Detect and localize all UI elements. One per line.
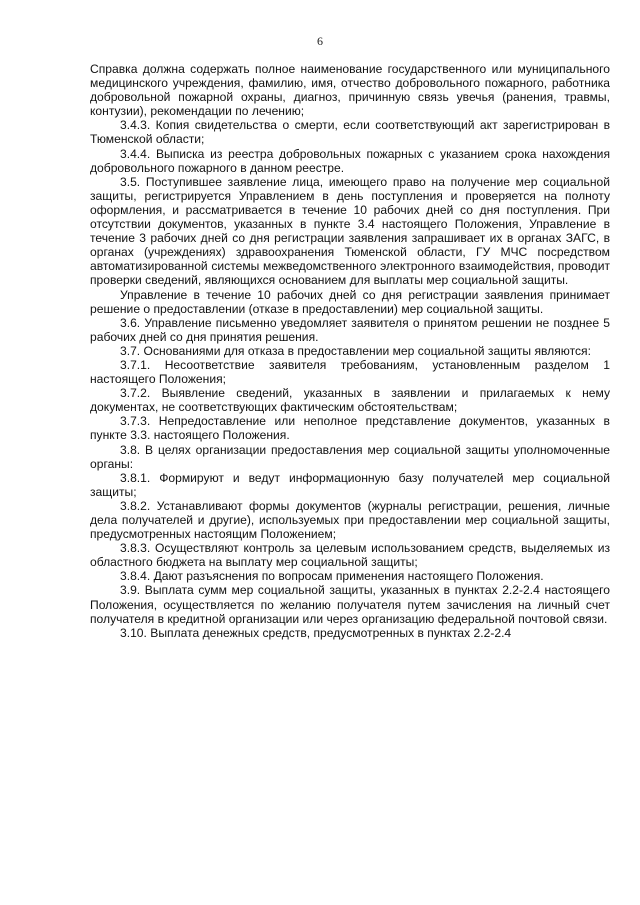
- paragraph: 3.8.4. Дают разъяснения по вопросам применения настоящего Положения.: [120, 569, 544, 584]
- paragraph: 3.8. В целях организации предоставления мер социальной защиты уполномоченные органы:: [90, 442, 610, 471]
- paragraph: 3.4.3. Копия свидетельства о смерти, если соответствующий акт зарегистрирован в Тюменской области;: [90, 118, 610, 147]
- paragraph: Справка должна содержать полное наименование государственного или муниципального медицинского учреждения, фамилию, имя, отчество добровольного пожарного, работника добровольной пожарной охраны, диагноз, причинную связь увечья (ранения, травмы, контузии), рекомендации по лечению;: [90, 62, 610, 119]
- paragraph: 3.7.1. Несоответствие заявителя требованиям, установленным разделом 1 настоящего Положения;: [90, 357, 610, 387]
- paragraph: 3.8.2. Устанавливают формы документов (журналы регистрации, решения, личные дела получателей и другие), используемых при предоставлении мер социальной защиты, предусмотренных настоящим Положением;: [90, 498, 610, 542]
- paragraph: 3.4.4. Выписка из реестра добровольных пожарных с указанием срока нахождения добровольного пожарного в данном реестре.: [90, 146, 610, 175]
- document-body: [90, 62, 610, 640]
- page-number: 6: [317, 34, 323, 48]
- paragraph: 3.6. Управление письменно уведомляет заявителя о принятом решении не позднее 5 рабочих дней со дня принятия решения.: [90, 315, 610, 344]
- paragraph: 3.7.2. Выявление сведений, указанных в заявлении и прилагаемых к нему документах, не соответствующих фактическим обстоятельствам;: [90, 386, 610, 415]
- paragraph: Управление в течение 10 рабочих дней со дня регистрации заявления принимает решение о предоставлении (отказе в предоставлении) мер социальной защиты.: [90, 287, 610, 316]
- paragraph: 3.7.3. Непредоставление или неполное представление документов, указанных в пункте 3.3. настоящего Положения.: [90, 414, 610, 443]
- paragraph: 3.10. Выплата денежных средств, предусмотренных в пунктах 2.2-2.4: [120, 625, 512, 640]
- paragraph: 3.9. Выплата сумм мер социальной защиты, указанных в пунктах 2.2-2.4 настоящего Положения, осуществляется по желанию получателя путем зачисления на личный счет получателя в кредитной организации или через организацию федеральной почтовой связи.: [90, 583, 610, 626]
- paragraph: 3.8.1. Формируют и ведут информационную базу получателей мер социальной защиты;: [90, 470, 610, 499]
- paragraph: 3.5. Поступившее заявление лица, имеющего право на получение мер социальной защиты, регистрируется Управлением в день поступления и проверяется на полноту оформления, и рассматривается в течение 10 рабочих дней со дня поступления. При отсутствии документов, указанных в пункте 3.4 настоящего Положения, Управление в течение 3 рабочих дней со дня регистрации заявления запрашивает их в органах ЗАГС, в органах (учреждениях) здравоохранения Тюменской области, ГУ МЧС посредством автоматизированной системы межведомственного электронного взаимодействия, проводит проверки сведений, являющихся основанием для выплаты мер социальной защиты.: [90, 174, 610, 288]
- paragraph: 3.7. Основаниями для отказа в предоставлении мер социальной защиты являются:: [120, 343, 591, 358]
- paragraph: 3.8.3. Осуществляют контроль за целевым использованием средств, выделяемых из областного бюджета на выплату мер социальной защиты;: [90, 541, 610, 570]
